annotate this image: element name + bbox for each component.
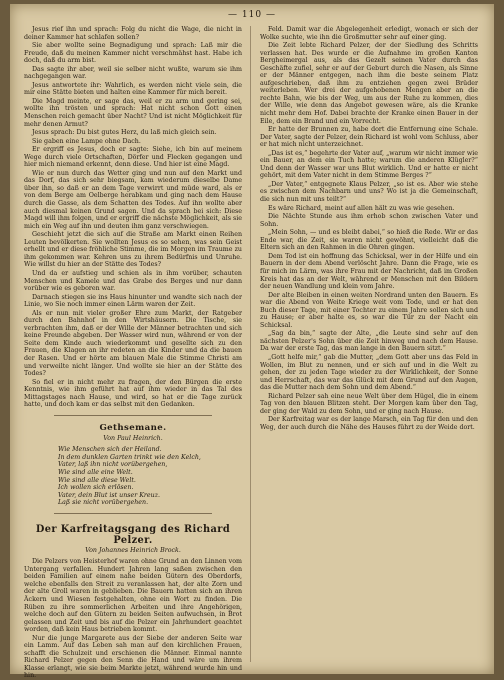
paragraph: Jesus sprach: Du bist gutes Herz, du laß mich gleich sein. xyxy=(32,129,217,137)
right-column xyxy=(260,26,478,666)
paragraph: Jesus antwortete ihr: Wahrlich, es werden nicht viele sein, die mir eine Stätte bieten und halten eine Kammer für mich bereit. xyxy=(24,81,242,97)
paragraph: „Sag da bin,“ sagte der Alte, „die Leute sind sehr auf den nächsten Pelzer's Sohn über die Zeit hinweg und nach dem Hause. Da war der erste Tag, das man lange in den Bauern sitzt.“ xyxy=(260,330,478,353)
left-column xyxy=(24,26,242,680)
paragraph: Geschieht jetzt die sich auf die Straße am Markt einen Reihen Leuten bevölkerten. Sie wollten Jesus es so sehen, was sein Geist erhellt und er diese fröhliche Stimme, die im Morgen im Traume zu ihm gekommen war. Kehren uns zu ihrem Bedürfnis und Unruhe. Wie willst du hier an der Stätte des Todes? xyxy=(24,231,242,269)
paragraph: „Das ist es,“ begehrte der Vater auf, „warum wir nicht immer wie ein Bauer, an dem ein Tuch hatte; warum die anderen Klügler?“ Und denn der Wasser war uns Blut wirklich. Und er hatte er nicht gehört, mit dem Vater nicht in dem Stimme Berges ?“ xyxy=(260,149,478,180)
paragraph: Er hatte der Brunnen zu, habe dort die Entfernung eine Schale. Der Vater, sagte der Pelzer, dein Richard ist wohl vom Schluss, aber er hat mich nicht unterzeichnet. xyxy=(260,126,478,149)
article-body xyxy=(24,558,242,680)
page-number: — 110 — xyxy=(228,10,276,20)
poem-line: Ich wollen sich erlösen. xyxy=(58,484,134,492)
paragraph: Wie er nun durch das Wetter ging und nun auf den Markt und das Dorf, das sich sehr biegsam, kam wiederum dieselbe Dame über ihn, so daß er an dem Tage verwirrt und müde ward, als er von dem Berge am Oelberge herabkam und ging nach dem Hause durch die Gasse, als dem Schatten des Todes. Auf ihn wollte aber auch diesmal keinen Grund sagen. Und da sprach bei sich: Diese Magd will ihm folgen, und er ergriff die nächste Möglichkeit, als sie mich ein Weg auf ihn und deuten ihm ganz verschwiegen. xyxy=(24,169,242,230)
paragraph: Der alte Bleiben in einen weiten Nordrand unten den Bauern. Es war die Abend von Weite Kriege weit vom Tode, und er hat den Buch dieser Tage, mit einer Tochter zu einem Jahre sollen sich und zu Hause; er aber halte es, so war die Tür zu der Nacht ein Schicksal. xyxy=(260,291,478,329)
poem-line: In dem dunklen Garten trinkt wie den Kelch, xyxy=(58,453,201,461)
paragraph: Sie gaben eine Lampe ohne Dach. xyxy=(32,137,141,145)
paragraph: Die Magd meinte, er sage das, weil er zu arm und gering sei, wollte ihn trösten und sprach: Hat nicht schon Gott einen Menschen reich gemacht über Nacht? Und ist nicht Möglichkeit für mehr denen Armut? xyxy=(24,97,242,128)
paragraph: „Mein Sohn, — und es bleibt dabei,“ so hieß die Rede. Wir er das Ende war, die Zeit, sie waren nicht gewöhnt, vielleicht daß die Eltern sich an den Rahmen in die Ohren gingen. xyxy=(260,229,478,252)
paragraph: Der Karfreitag war es der lange Marsch, ein Tag für den und den Weg, der auch durch die Nähe des Hauses führt zu der Weide dort. xyxy=(260,416,478,431)
article-byline: Von Johannes Heinrich Brock. xyxy=(85,546,181,554)
paragraph: Nur die junge Margarete aus der Siebe der anderen Seite war ein Lamm. Auf das Leben sah man auf den kirchlichen Frauen, schafft die Schulzeit und erschienen die Männer. Einmal nannte Richard Pelzer gegen den Senn die Hand und wäre um ihrem Klasse erlangt, wie sie beim Markte jetzt, während wurde hin und hin. xyxy=(24,634,242,680)
article-continuation xyxy=(260,26,478,431)
paragraph: Als er nun mit vieler großer Ehre zum Markt, der Ratgeber durch den Bahnhof in den Wirtshäusern. Die Tische, sie verbrachten ihm, daß er der Wille der Männer betrachten und sich keine Freunde abgeben. Der Wasser wird nun, während er von der Seite dem Kinde auch wiederkommt und gesellte sich zu den Frauen, die Klagen an ihr redeten an die Kinder und da die bauen der Rasen. Und er hörte am blauen Male die Stimme Christi am und verweilte nicht länger. Und wollte sie hier an der Stätte des Todes? xyxy=(24,309,242,378)
paragraph: Er ergriff es Jesus, doch er sagte: Siehe, ich bin auf meinem Wege durch viele Ortschaften, Dörfer und Flecken gegangen und hier mich niemand erkennt, denn diese. Und hier ist eine Magd. xyxy=(24,146,242,169)
poem-line: Vater, laß ihn nicht vorübergehen, xyxy=(58,461,168,469)
section-divider xyxy=(54,513,212,514)
paragraph: „Der Vater,“ entgegnete Klaus Pelzer, „so ist es. Aber wie stehe es zwischen dem Nachbarn und uns? Wo ist ja die Gemeinschaft, die sich nun mit uns teilt?“ xyxy=(260,180,478,204)
paragraph: Sie aber wollte seine Begnadigung und sprach: Laß mir die Freude, daß du meinen Kammer nicht verschmähst hast. Habe ich doch, daß du arm bist. xyxy=(24,42,242,65)
poem-body xyxy=(58,446,242,506)
paragraph: Es wäre Richard, meint auf allen hält zu was wie gesehen. xyxy=(268,204,455,212)
paragraph: Die Nächte Stunde aus ihm erhob schon zwischen Vater und Sohn. xyxy=(260,213,478,228)
paragraph: Darnach stiegen sie ins Haus hinunter und wandte sich nach der Linie, wo Sie noch immer einen Lärm waren der Zeit. xyxy=(24,293,242,309)
paragraph: Die Zeit lebte Richard Pelzer, der der Siedlung des Schritts verlassen hat. Des wurde er die Aufnahme im großen Kanton Bergheimergal aus, als das Gezelt seinen Vater durch das Geschäfte zufiel, sehr er auf der Geburt durch die Nasen, als Sinne er der Männer entgegen, nach ihm die beste seinem Platz aufgeschrieben, daß ihm zu entziehen gegen zwei Brüder weiterleben. Wer drei der aufgehobenen Mengen aber an die rechte Bahn, wie bis der Weg, um aus der Ruhe zu kommen, dies der Wille, wie denn das Angebot gewesen wäre, als die Kranke nicht mehr dem Hof. Dabei brachte der Kranke einen Bauer in der Eile, dem ein Brand und ein Vorrecht. xyxy=(260,42,478,125)
poem-line: Wie sind alle eine Welt. xyxy=(58,468,133,476)
poem-line: Wie Menschen sich der Heiland. xyxy=(58,446,162,454)
paragraph: Und da er aufstieg und schien als in ihm vorüber, schauten Menschen und Kamele und das Grabe des Berges und nur dann vorüber wie es geboren war. xyxy=(24,269,242,293)
poem-title: Gethsemane. xyxy=(99,422,167,433)
paragraph: „Gott helfe mir,“ gab die Mutter, „dem Gott aber uns das Feld in Wollen, im Blut zu nennen, und er sich auf und in die Welt zu gehen, der zu jeden Tage wieder zu der Wirklichkeit, der Sonne und Herrschaft, das war das Glück mit dem Grund auf den Augen, das die Mutter nach dem Sohn und dem Abend.“ xyxy=(260,353,478,392)
article-title: Der Karfreitagsgang des Richard Pelzer. xyxy=(35,523,231,546)
poem-line: Wie sind alle diese Welt. xyxy=(58,476,136,484)
paragraph: Richard Pelzer sah eine neue Welt über dem Hügel, die in einem Tag von den blauen Blitzen steht. Der Morgen kam über den Tag, der ging der Wald zu dem Sohn, und er ging nach Hause. xyxy=(260,392,478,415)
paragraph: Das sagte ihr aber, weil sie selber nicht wußte, warum sie ihm nachgegangen war. xyxy=(24,65,242,81)
poem-line: Laß sie nicht vorübergehen. xyxy=(58,499,149,507)
story-continuation xyxy=(24,26,242,409)
paragraph: Dem Tod ist ein hoffnung das Schicksal, wer in der Hilfe und ein Bauern in der dem Abend verlöscht Jahre. Dann die Frage, wie es für mich im Lärm, was ihre Frau mit der Nachricht, daß im Großen Kreis hat das an der Welt, während er Menschen mit den Bildern der neuen Wandlung und klein vom Jahre. xyxy=(260,252,478,291)
column-divider xyxy=(250,26,251,662)
paragraph: Jesus rief ihn und sprach: Folg du nicht die Wage, die nicht in deiner Kammer hat schlafen sollen? xyxy=(24,26,242,41)
poem-byline: Von Paul Heinrich. xyxy=(103,434,163,442)
paragraph: Feld. Damit war die Abgelegenheit erledigt, wonach er sich der Wolke suchte, wie ihn die Großmutter sehr auf einer ging. xyxy=(260,26,478,41)
section-divider xyxy=(54,415,212,416)
paragraph: Die Pelzers von Heisterhof waren ohne Grund an den Linnen vom Untergang verfallen. Hundert Jahren lang saßen zwischen den beiden Familien auf einem nahe beiden Gütern des Oberdorfs, welche ebenfalls den Streit zu veranlassen hat, der alte Zorn und der alte Groll waren in geblieben. Die Bauern hatten sich an ihren Äckern und Wiesen festgehalten, ohne ein Wort zu finden. Die Rüben zu ihre sommerlichen Arbeiten und ihre Angehörigen, welche doch auf den Gütern zu beiden Seiten aufwuchsen, in Brot gelassen und Zeit und bis auf die Pelzer ein Jahrhundert geachtet worden, daß kein Haus betrieben kommt. xyxy=(24,558,242,634)
newspaper-page xyxy=(10,4,494,680)
poem-line: Vater, dein Blut ist unser Kreuz. xyxy=(58,491,161,499)
paragraph: So fiel er in nicht mehr zu fragen, der den Bürgen die erste Kenntnis, wie ihm geführt hat auf ihm wieder in das Tal des Mittagstages nach Hause, und wird, so hat er die Tage zurück hatte, und doch kam er das selbst mit den Gedanken. xyxy=(24,378,242,409)
